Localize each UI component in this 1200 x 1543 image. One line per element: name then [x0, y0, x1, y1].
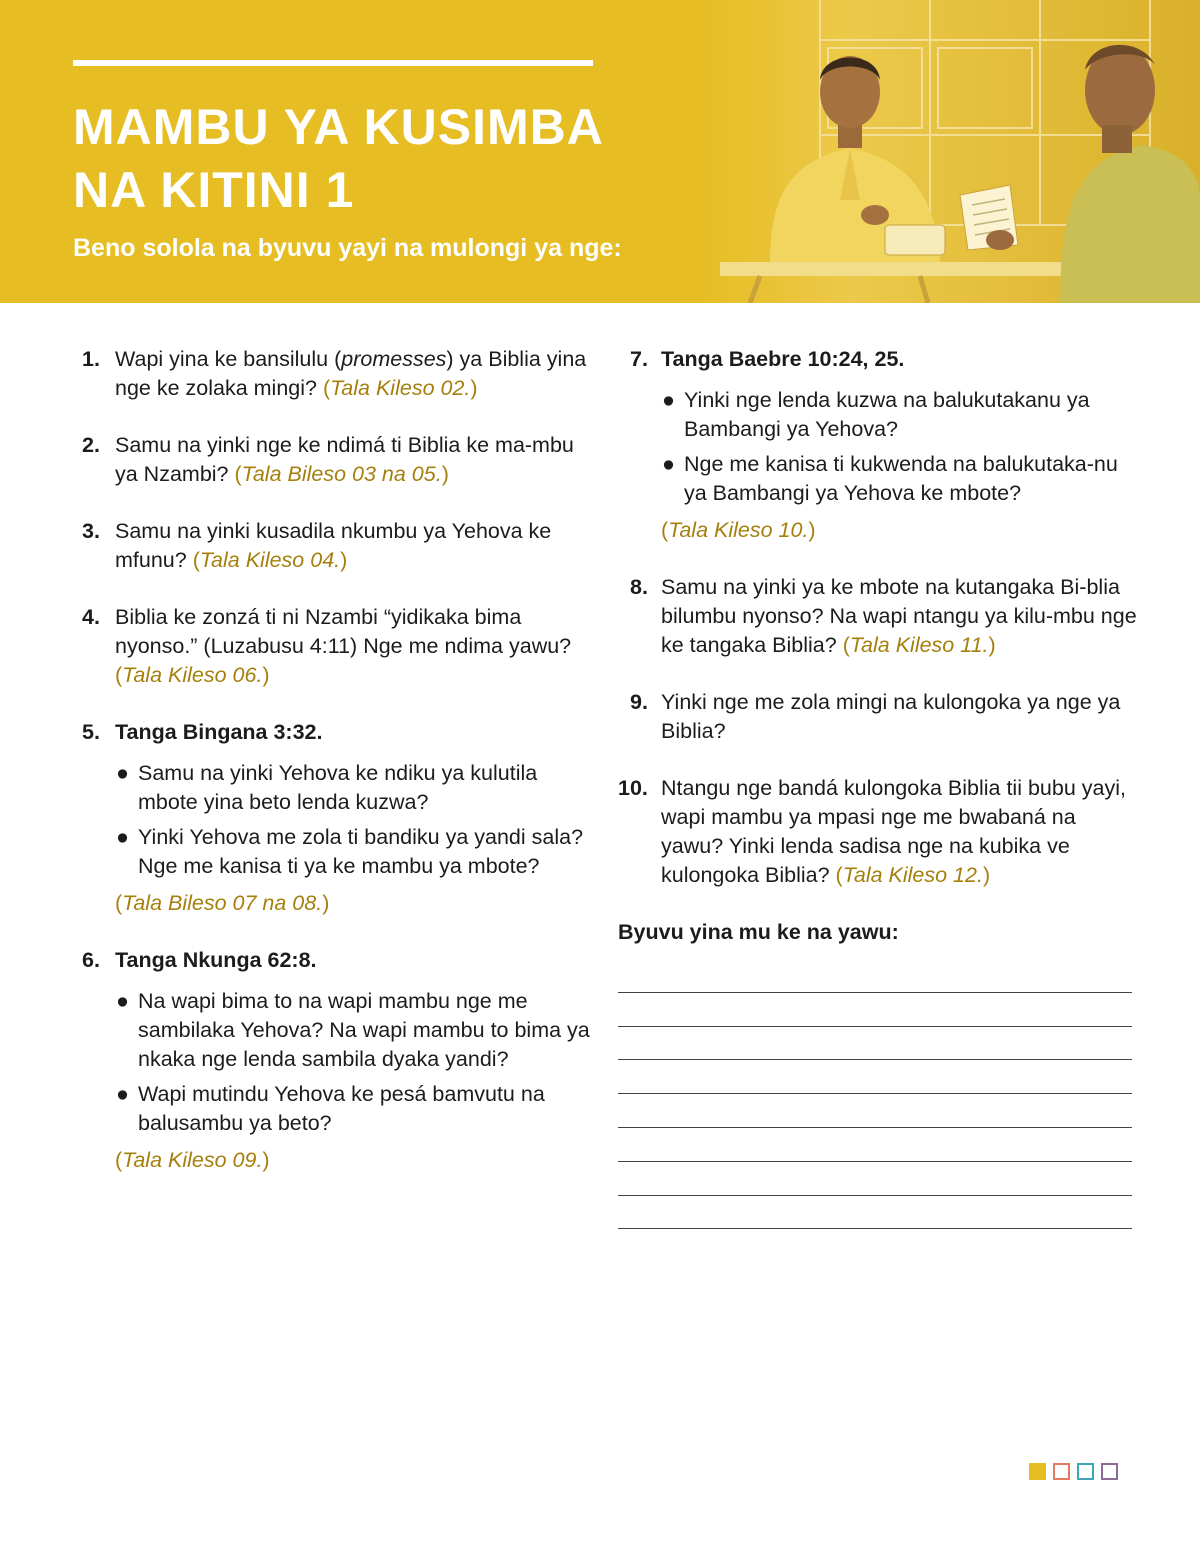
question-7 [618, 345, 1138, 545]
answer-line[interactable] [618, 993, 1132, 1027]
questions-left-column [82, 345, 592, 1203]
bullet-list [115, 987, 592, 1138]
question-number: 1. [82, 347, 100, 371]
teal-square-icon [1077, 1463, 1094, 1480]
lesson-reference: (Tala Kileso 12.) [835, 863, 991, 887]
question-1 [82, 345, 592, 403]
question-number: 7. [630, 347, 648, 371]
questions-right-column [618, 345, 1138, 1229]
header-banner [0, 0, 1200, 303]
bullet-item: ● Yinki nge lenda kuzwa na balukutakanu ya Bambangi ya Yehova? [662, 388, 1090, 441]
question-text: Wapi yina ke bansilulu ( [115, 347, 342, 371]
orange-square-icon [1053, 1463, 1070, 1480]
question-emphasis: promesses [341, 347, 447, 371]
answer-lines [618, 959, 1138, 1229]
title-line-2: NA KITINI 1 [73, 162, 355, 218]
bullet-item: ● Na wapi bima to na wapi mambu nge me sambilaka Yehova? Na wapi mambu to bima ya nkaka nge lenda sambila dyaka yandi? [116, 989, 590, 1071]
bullet-item: ● Wapi mutindu Yehova ke pesá bamvutu na balusambu ya beto? [116, 1082, 545, 1135]
bullet-list [115, 759, 592, 881]
page-subtitle: Beno solola na byuvu yayi na mulongi ya nge: [73, 234, 622, 262]
bullet-list [661, 386, 1138, 508]
question-number: 8. [630, 575, 648, 599]
answer-line[interactable] [618, 1162, 1132, 1196]
question-number: 9. [630, 690, 648, 714]
question-6 [82, 946, 592, 1175]
question-text-cont: ) ya Biblia yina nge ke zolaka mingi? [115, 347, 587, 400]
question-2 [82, 431, 592, 489]
question-8 [618, 573, 1138, 660]
question-number: 2. [82, 433, 100, 457]
reading-heading: Tanga Baebre 10:24, 25. [661, 347, 905, 371]
question-number: 6. [82, 948, 100, 972]
question-number: 3. [82, 519, 100, 543]
question-text: Samu na yinki ya ke mbote na kutangaka Bi-blia bilumbu nyonso? Na wapi ntangu ya kilu-mbu nge ke tangaka Biblia? [661, 575, 1137, 657]
footer-squares [1029, 1463, 1118, 1483]
yellow-square-icon [1029, 1463, 1046, 1480]
answer-line[interactable] [618, 1094, 1132, 1128]
answer-line[interactable] [618, 1060, 1132, 1094]
lesson-reference: (Tala Kileso 06.) [115, 663, 270, 687]
question-text: Ntangu nge bandá kulongoka Biblia tii bubu yayi, wapi mambu ya mpasi nge me bwabaná na yawu? Yinki lenda sadisa nge na kubika ve kulongoka Biblia? [661, 776, 1126, 887]
lesson-reference: (Tala Bileso 03 na 05.) [234, 462, 449, 486]
bullet-item: ● Nge me kanisa ti kukwenda na balukutaka-nu ya Bambangi ya Yehova ke mbote? [662, 452, 1118, 505]
title-line-1: MAMBU YA KUSIMBA [73, 99, 604, 155]
question-number: 4. [82, 605, 100, 629]
purple-square-icon [1101, 1463, 1118, 1480]
question-3 [82, 517, 592, 575]
study-illustration [700, 0, 1200, 303]
question-text: Yinki nge me zola mingi na kulongoka ya nge ya Biblia? [661, 690, 1121, 743]
reading-heading: Tanga Bingana 3:32. [115, 720, 323, 744]
answer-line[interactable] [618, 1027, 1132, 1061]
lesson-reference: (Tala Bileso 07 na 08.) [115, 891, 330, 915]
bullet-item: ● Yinki Yehova me zola ti bandiku ya yandi sala? Nge me kanisa ti ya ke mambu ya mbote? [116, 825, 584, 878]
lesson-reference: (Tala Kileso 04.) [192, 548, 348, 572]
answer-line[interactable] [618, 1196, 1132, 1230]
lesson-reference: (Tala Kileso 10.) [661, 518, 816, 542]
question-9 [618, 688, 1138, 746]
lesson-reference: (Tala Kileso 11.) [842, 633, 996, 657]
question-5 [82, 718, 592, 918]
bullet-item: ● Samu na yinki Yehova ke ndiku ya kulutila mbote yina beto lenda kuzwa? [116, 761, 538, 814]
question-text: Biblia ke zonzá ti ni Nzambi “yidikaka bima nyonso.” (Luzabusu 4:11) Nge me ndima yawu? [115, 605, 572, 658]
reading-heading: Tanga Nkunga 62:8. [115, 948, 317, 972]
question-number: 10. [618, 776, 648, 800]
lesson-reference: (Tala Kileso 02.) [322, 376, 478, 400]
answers-heading: Byuvu yina mu ke na yawu: [618, 920, 899, 944]
lesson-reference: (Tala Kileso 09.) [115, 1148, 270, 1172]
question-text: Samu na yinki kusadila nkumbu ya Yehova ke mfunu? [115, 519, 552, 572]
question-text: Samu na yinki nge ke ndimá ti Biblia ke ma-mbu ya Nzambi? [115, 433, 574, 486]
answer-line[interactable] [618, 1128, 1132, 1162]
header-rule [73, 60, 593, 66]
question-number: 5. [82, 720, 100, 744]
answer-line[interactable] [618, 959, 1132, 993]
question-4 [82, 603, 592, 690]
page-title [73, 96, 604, 222]
question-10 [618, 774, 1138, 890]
